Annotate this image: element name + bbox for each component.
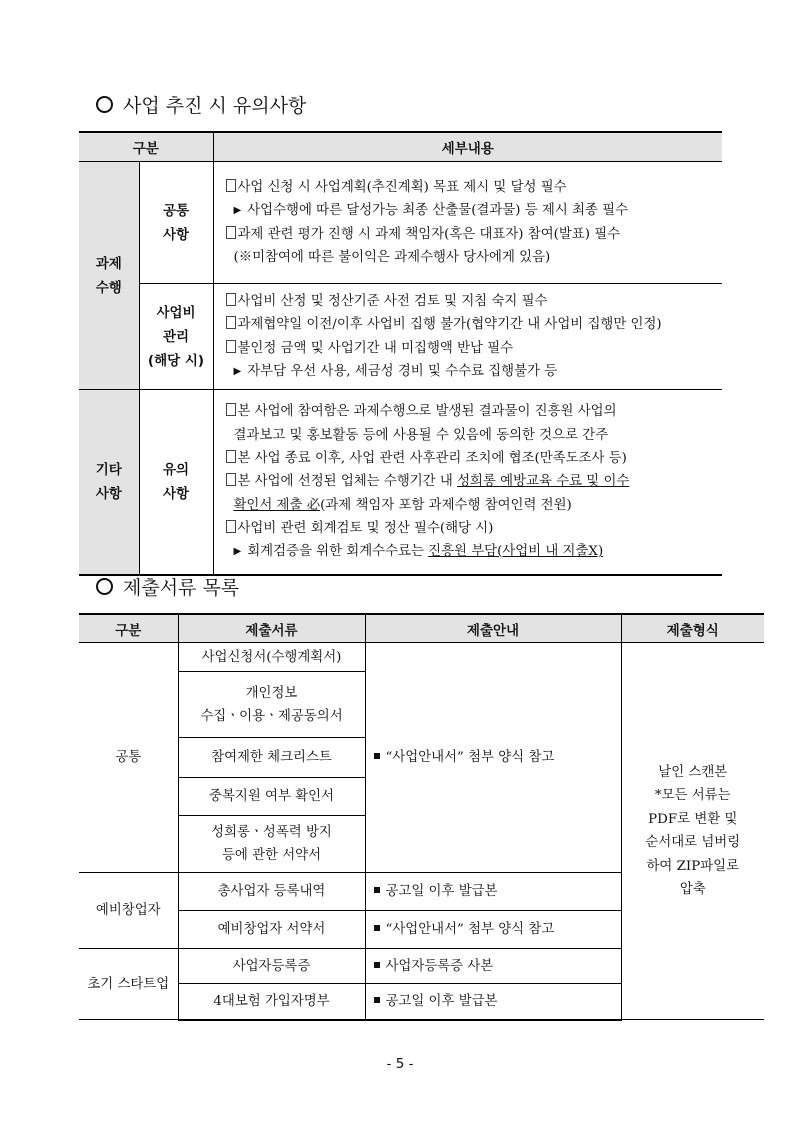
detail-line: 과제협약일 이전/이후 사업비 집행 불가(협약기간 내 사업비 집행만 인정)	[226, 313, 719, 336]
subcategory-label: 관리	[162, 328, 190, 345]
detail-line: 과제 관련 평가 진행 시 과제 책임자(혹은 대표자) 참여(발표) 필수	[226, 223, 719, 246]
details-cell	[213, 390, 722, 575]
document-name: 성희롱ㆍ성폭력 방지	[211, 825, 332, 840]
format-line: 하여 ZIP파일로	[646, 858, 740, 874]
details-cell	[213, 162, 722, 284]
precautions-table	[79, 131, 722, 576]
circle-bullet-icon	[96, 96, 113, 113]
subcategory-label: 공통	[162, 202, 190, 219]
subcategory-cell	[139, 162, 213, 284]
document-cell	[178, 738, 365, 778]
category-cell	[79, 162, 139, 390]
detail-line: (※미참여에 따른 불이익은 과제수행사 당사에게 있음)	[233, 249, 551, 265]
checkbox-bullet-icon	[226, 520, 236, 533]
checkbox-bullet-icon	[226, 450, 236, 463]
checkbox-bullet-icon	[226, 316, 236, 329]
square-bullet-icon	[374, 753, 380, 759]
format-line: 압축	[679, 882, 706, 897]
guide-cell: 사업자등록증 사본	[365, 949, 621, 984]
triangle-bullet-icon: ▶	[233, 546, 242, 558]
detail-line: 불인정 금액 및 사업기간 내 미집행액 반납 필수	[226, 337, 719, 360]
document-name: 수집ㆍ이용ㆍ제공동의서	[200, 708, 343, 724]
document-name: 사업신청서(수행계획서)	[201, 649, 342, 665]
checkbox-bullet-icon	[226, 340, 236, 353]
documents-table	[79, 613, 764, 1021]
checkbox-bullet-icon	[226, 226, 236, 239]
document-cell	[178, 816, 365, 873]
section-heading-documents	[96, 575, 239, 601]
square-bullet-icon	[374, 962, 380, 968]
subcategory-label: 사항	[162, 226, 190, 243]
header-format: 제출형식	[621, 614, 764, 643]
category-label: 과제	[95, 255, 122, 272]
format-line: PDF로 변환 및	[648, 811, 738, 827]
document-name: 중복지원 여부 확인서	[209, 789, 334, 804]
detail-line: ▶ 사업수행에 따른 달성가능 최종 산출물(결과물) 등 제시 최종 필수	[226, 199, 719, 222]
group-name-cell: 초기 스타트업	[79, 949, 178, 1020]
checkbox-bullet-icon	[226, 473, 236, 486]
format-line: *모든 서류는	[654, 788, 731, 803]
detail-line: 사업 신청 시 사업계획(추진계획) 목표 제시 및 달성 필수	[226, 176, 719, 199]
detail-line: 본 사업 종료 이후, 사업 관련 사후관리 조치에 협조(만족도조사 등)	[226, 447, 719, 470]
detail-line: ▶ 자부담 우선 사용, 세금성 경비 및 수수료 집행불가 등	[226, 360, 719, 383]
category-label: 수행	[95, 279, 122, 296]
document-cell: 4대보험 가입자명부	[178, 984, 365, 1020]
subcategory-cell	[139, 284, 213, 390]
subcategory-cell	[139, 390, 213, 575]
triangle-bullet-icon: ▶	[233, 365, 242, 377]
header-category: 구분	[79, 614, 178, 643]
circle-bullet-icon	[96, 578, 113, 595]
square-bullet-icon	[374, 887, 380, 893]
document-cell	[178, 643, 365, 672]
guide-cell: “사업안내서” 첨부 양식 참고	[365, 911, 621, 949]
subcategory-label: 유의	[162, 461, 190, 478]
guide-cell: “사업안내서” 첨부 양식 참고	[365, 643, 621, 873]
document-name: 등에 관한 서약서	[221, 848, 322, 863]
details-cell	[213, 284, 722, 390]
category-label: 사항	[95, 485, 122, 502]
document-cell	[178, 672, 365, 738]
checkbox-bullet-icon	[226, 403, 236, 416]
detail-line: ▶ 회계검증을 위한 회계수수료는 진흥원 부담(사업비 내 지출X)	[226, 540, 719, 563]
document-name: 참여제한 체크리스트	[211, 750, 332, 765]
section-heading-precautions	[96, 93, 306, 119]
guide-cell: 공고일 이후 발급본	[365, 984, 621, 1020]
header-category: 구분	[79, 132, 213, 162]
section-title: 제출서류 목록	[123, 577, 240, 599]
checkbox-bullet-icon	[226, 179, 236, 192]
document-name: 개인정보	[245, 685, 298, 701]
checkbox-bullet-icon	[226, 293, 236, 306]
subcategory-label: 사업비	[156, 304, 196, 321]
guide-cell: 공고일 이후 발급본	[365, 873, 621, 911]
document-cell	[178, 778, 365, 816]
group-name-cell: 예비창업자	[79, 873, 178, 949]
document-cell: 예비창업자 서약서	[178, 911, 365, 949]
detail-line: 본 사업에 참여함은 과제수행으로 발생된 결과물이 진흥원 사업의	[226, 400, 719, 423]
header-guide: 제출안내	[365, 614, 621, 643]
section-title: 사업 추진 시 유의사항	[123, 95, 307, 117]
detail-line: 사업비 관련 회계검토 및 정산 필수(해당 시)	[226, 517, 719, 540]
triangle-bullet-icon: ▶	[233, 205, 242, 217]
header-documents: 제출서류	[178, 614, 365, 643]
page-number: - 5 -	[386, 1056, 414, 1072]
header-details: 세부내용	[213, 132, 722, 162]
document-cell: 총사업자 등록내역	[178, 873, 365, 911]
category-label: 기타	[95, 461, 122, 478]
document-cell: 사업자등록증	[178, 949, 365, 984]
detail-line: 확인서 제출 必(과제 책임자 포함 과제수행 참여인력 전원)	[233, 497, 572, 513]
subcategory-label: 사항	[162, 485, 190, 502]
format-cell	[621, 643, 764, 1020]
category-cell	[79, 390, 139, 575]
detail-line: 결과보고 및 홍보활동 등에 사용될 수 있음에 동의한 것으로 간주	[233, 427, 609, 443]
square-bullet-icon	[374, 997, 380, 1003]
detail-line: 본 사업에 선정된 업체는 수행기간 내 성희롱 예방교육 수료 및 이수	[226, 470, 719, 493]
subcategory-label: (해당 시)	[147, 352, 205, 369]
format-line: 날인 스캔본	[658, 764, 728, 780]
group-name-cell: 공통	[79, 643, 178, 873]
format-line: 순서대로 넘버링	[645, 835, 741, 850]
square-bullet-icon	[374, 925, 380, 931]
detail-line: 사업비 산정 및 정산기준 사전 검토 및 지침 숙지 필수	[226, 290, 719, 313]
